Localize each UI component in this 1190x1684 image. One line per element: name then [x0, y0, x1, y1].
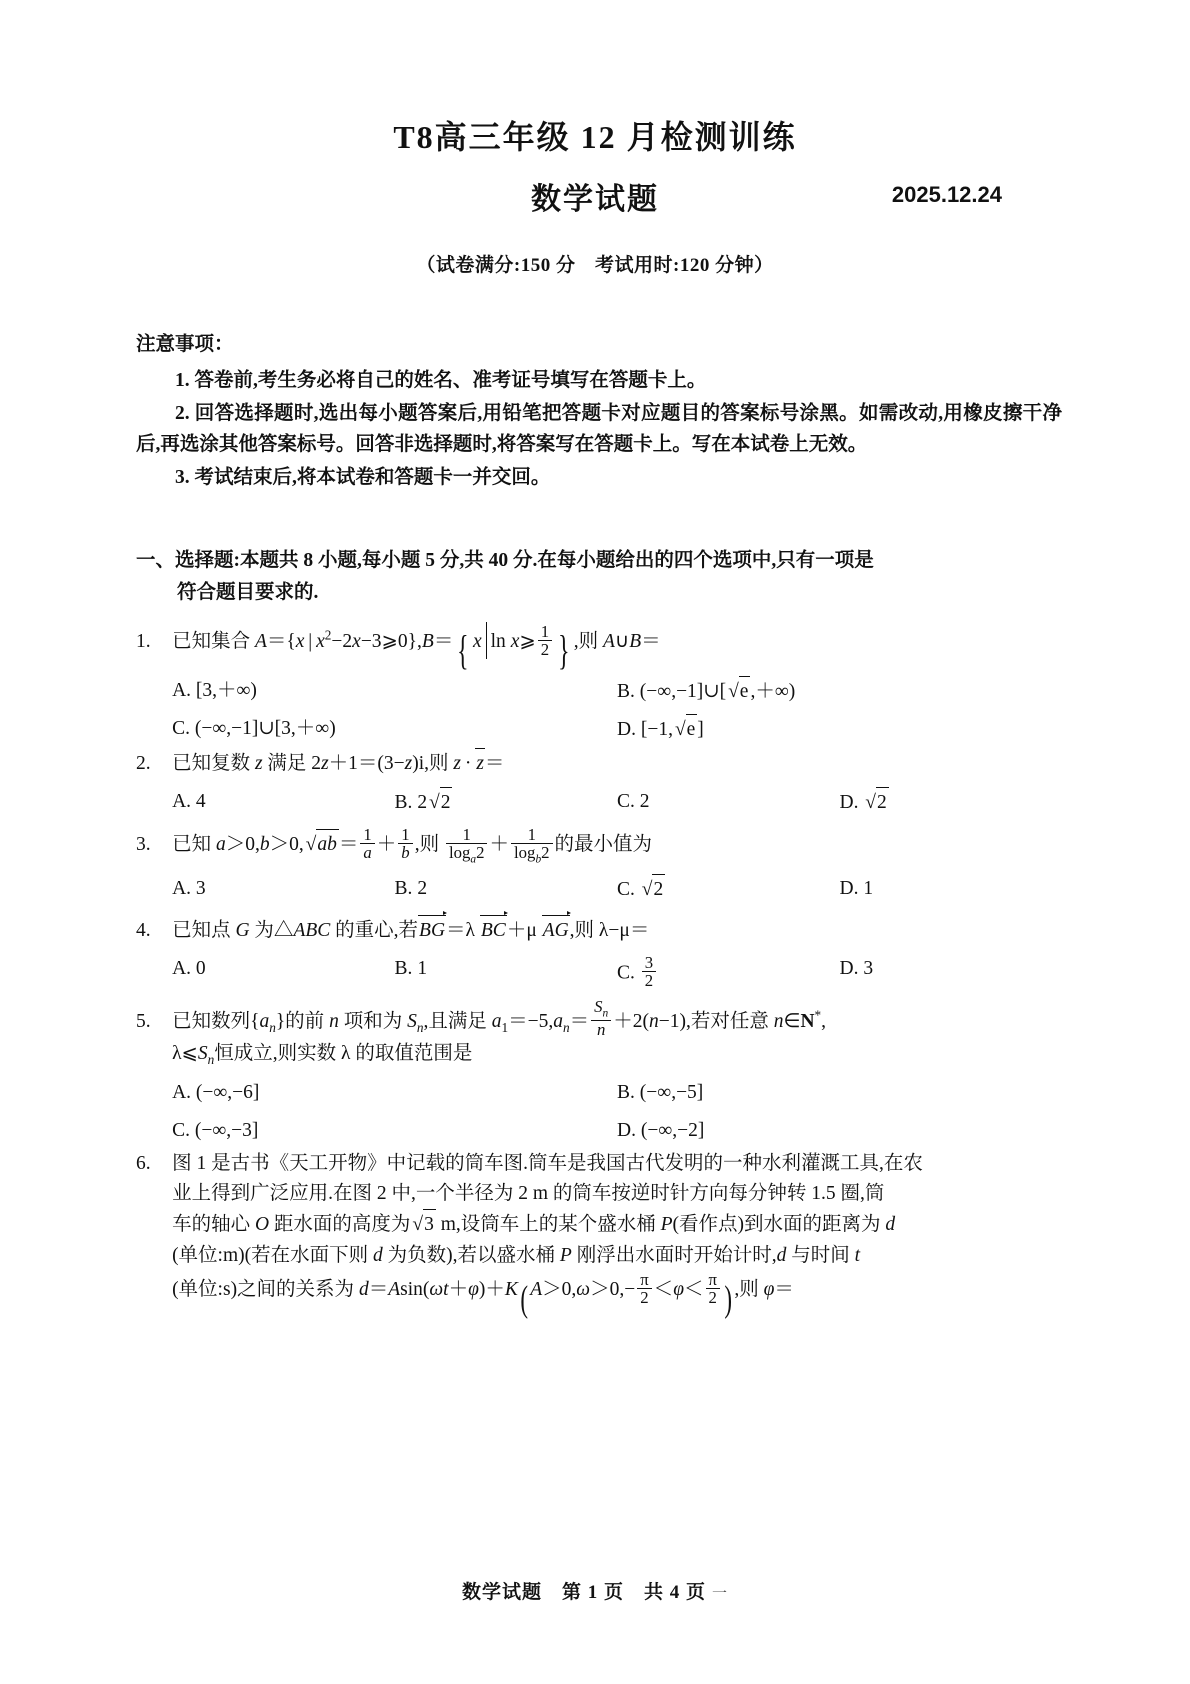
- notice-block: [136, 329, 1062, 493]
- question-1-number: 1.: [136, 631, 151, 653]
- question-5-stem-line2: $\lambda⩽S_n$恒成立,则实数 λ 的取值范围是: [172, 1042, 473, 1067]
- question-5-stem: 5. 已知数列$\{a_n\}$的前 n 项和为 $S_n$,且满足 $a_1=-5,a_n=$ $\frac{S_n}{n}$ ＋2(n−1),若对任意 n∈N*,: [136, 997, 827, 1040]
- question-2-number: 2.: [136, 753, 151, 775]
- question-6-stem: [136, 1149, 1062, 1179]
- option-B[interactable]: B. (−∞,−1]∪[√e ,＋∞): [617, 676, 1062, 706]
- subtitle-row: [0, 174, 1190, 216]
- notice-item: 3. 考试结束后,将本试卷和答题卡一并交回。: [175, 466, 551, 488]
- option-B[interactable]: B. (−∞,−5]: [617, 1082, 704, 1104]
- question-4: [136, 913, 1062, 990]
- question-2-stem: 2. 已知复数 z 满足 2z＋1＝(3−z)i,则 z · z＝: [136, 748, 1062, 779]
- option-C[interactable]: C. $\frac{3}{2}$: [617, 954, 839, 990]
- question-3-number: 3.: [136, 834, 151, 856]
- option-D[interactable]: D. √2: [840, 787, 1062, 817]
- option-A[interactable]: A. 3: [172, 878, 206, 900]
- question-2: [136, 748, 1062, 817]
- option-C[interactable]: C. (−∞,−1]∪[3,＋∞): [172, 717, 336, 739]
- question-6-line4: (单位:m)(若在水面下则 d 为负数),若以盛水桶 P 刚浮出水面时开始计时,d 与时间 t: [172, 1244, 861, 1266]
- question-2-options: [136, 787, 1062, 817]
- question-1-options: [136, 676, 1062, 706]
- question-6-number: 6.: [136, 1152, 151, 1174]
- section-desc: 本题共 8 小题,每小题 5 分,共 40 分.在每小题给出的四个选项中,只有一项是: [240, 550, 874, 572]
- page-footer: [0, 1577, 1190, 1604]
- section-heading: [136, 545, 1062, 608]
- question-4-options: [136, 954, 1062, 990]
- question-1: [136, 622, 1062, 744]
- question-3: [136, 826, 1062, 905]
- option-A[interactable]: A. [3,＋∞): [172, 679, 257, 701]
- question-6: [136, 1149, 1062, 1320]
- notice-item: 2. 回答选择题时,选出每小题答案后,用铅笔把答题卡对应题目的答案标号涂黑。如需改动,用橡皮擦干净后,再选涂其他答案标号。回答非选择题时,将答案写在答题卡上。写在本试卷上无效。: [136, 402, 1062, 456]
- option-B[interactable]: B. 1: [394, 957, 428, 979]
- option-B[interactable]: B. 2√2: [395, 787, 617, 817]
- option-C[interactable]: C. √2: [617, 874, 839, 904]
- option-A[interactable]: A. 0: [172, 957, 206, 979]
- question-list: [136, 621, 1062, 1320]
- section-desc-cont: 符合题目要求的.: [176, 581, 319, 603]
- question-1-options-2: [136, 714, 1062, 744]
- question-4-stem: 4. 已知点 G 为△ABC 的重心,若BG＝λ BC＋μ AG,则 λ−μ＝: [136, 913, 1062, 946]
- question-6-line3: 车的轴心 O 距水面的高度为√3 m,设筒车上的某个盛水桶 P(看作点)到水面的距离为 d: [136, 1209, 1062, 1240]
- option-B[interactable]: B. 2: [394, 878, 428, 900]
- page-title: T8高三年级 12 月检测训练: [393, 119, 797, 155]
- page-header: [0, 0, 1190, 277]
- notice-heading: 注意事项：: [136, 334, 234, 356]
- option-D[interactable]: D. [−1,√e ]: [617, 714, 1062, 744]
- subject-title: 数学试题: [531, 183, 659, 217]
- question-5-options: [136, 1078, 1062, 1107]
- option-A[interactable]: A. (−∞,−6]: [172, 1082, 260, 1104]
- option-D[interactable]: D. 1: [839, 878, 874, 900]
- footer-tail: 一: [712, 1586, 729, 1602]
- option-A[interactable]: A. 4: [172, 791, 206, 813]
- exam-info: （试卷满分:150 分 考试用时:120 分钟）: [416, 255, 774, 277]
- option-D[interactable]: D. (−∞,−2]: [617, 1119, 705, 1141]
- question-4-number: 4.: [136, 919, 151, 941]
- option-C[interactable]: C. 2: [617, 791, 650, 813]
- question-5: [136, 998, 1062, 1145]
- question-5-options-2: [136, 1116, 1062, 1145]
- question-3-options: [136, 874, 1062, 904]
- question-6-line2: 业上得到广泛应用.在图 2 中,一个半径为 2 m 的筒车按逆时针方向每分钟转 1.5 圈,筒: [172, 1183, 885, 1205]
- option-D[interactable]: D. 3: [839, 957, 874, 979]
- exam-date: 2025.12.24: [891, 182, 1002, 208]
- section-label: 一、选择题:: [136, 550, 240, 572]
- question-6-line5: (单位:s)之间的关系为 d＝Asin(ωt＋φ)＋K( A＞0,ω＞0,− $\frac{\pi}{2}$ ＜φ＜ $\frac{\pi}{2}$ ) ,则 φ＝: [172, 1269, 794, 1320]
- notice-item: 1. 答卷前,考生务必将自己的姓名、准考证号填写在答题卡上。: [175, 369, 707, 391]
- question-1-stem: 1. 已知集合 A＝{x | $x^2-2x-3⩾0\},B=$ { x ln x⩾ $\frac{1}{2}$ } ,则 A∪B＝: [136, 621, 661, 673]
- question-5-number: 5.: [136, 1011, 151, 1033]
- question-3-stem: 3. 已知 a＞0,b＞0,√ab ＝ $\frac{1}{a}$ ＋ $\frac{1}{b}$ ,则 $\frac{1}{\log_a2}$ ＋ $\frac{1}{\log_b2}$ 的最小值为: [136, 824, 653, 866]
- footer-text: 数学试题 第 1 页 共 4 页: [461, 1582, 706, 1603]
- option-C[interactable]: C. (−∞,−3]: [172, 1119, 259, 1141]
- question-6-line1: 图 1 是古书《天工开物》中记载的筒车图.筒车是我国古代发明的一种水利灌溉工具,在农: [172, 1152, 923, 1174]
